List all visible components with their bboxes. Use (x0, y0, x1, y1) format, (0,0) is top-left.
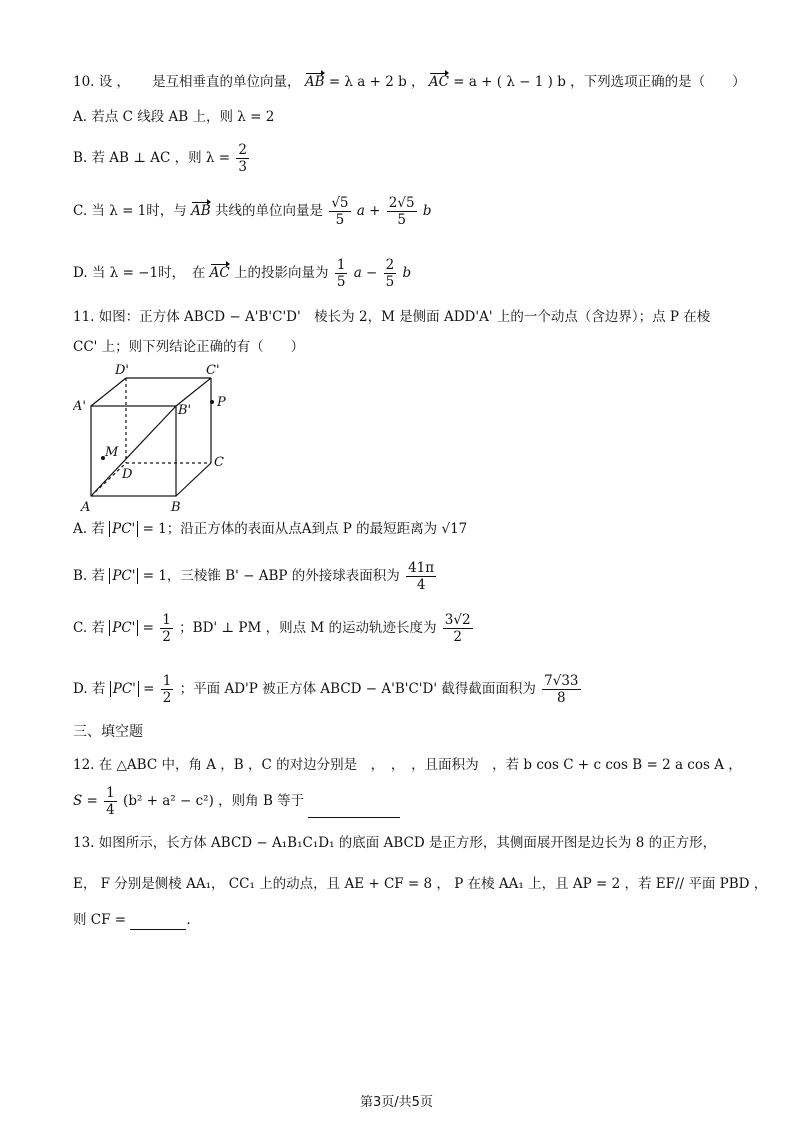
q10-optd-mid: 上的投影向量为 (234, 265, 329, 281)
q10-text: 是互相垂直的单位向量， (152, 74, 301, 90)
label-d1: D' (115, 363, 129, 378)
numerator: 7√33 (544, 673, 579, 689)
vector-ac: AC (209, 265, 230, 281)
q11-option-c (73, 612, 475, 645)
q13-line1: 13. 如图所示，长方体 ABCD − A₁B₁C₁D₁ 的底面 ABCD 是正方形，其侧面展开图是边长为 8 的正方形， (73, 835, 717, 851)
page-footer: 第3页/共5页 (360, 1095, 433, 1110)
q10-option-b (73, 142, 251, 175)
denominator: 3 (238, 159, 247, 175)
q10-eq2: = a + ( λ − 1 ) b ，下列选项正确的是（ ） (453, 74, 746, 90)
fraction (161, 673, 174, 706)
abs-pc: PC' (110, 681, 139, 697)
q10-eq1: = λ a + 2 b ， (328, 74, 425, 90)
q11-optd-pre: D. 若 (73, 681, 106, 697)
equals: = (143, 681, 155, 697)
answer-blank[interactable] (130, 915, 186, 930)
q11-opta-text: = 1；沿正方体的表面从点A到点 P 的最短距离为 √17 (142, 521, 468, 537)
q10-option-c (73, 195, 432, 228)
q10-optd-end: b (402, 265, 412, 281)
q11-opta-pre: A. 若 (73, 521, 105, 537)
fraction (384, 257, 397, 290)
q11-optc-text: ；BD' ⊥ PM ，则点 M 的运动轨迹长度为 (179, 620, 437, 636)
q11-optc-pre: C. 若 (73, 620, 105, 636)
numerator: 41π (408, 560, 435, 576)
vector-ab: AB (191, 203, 211, 219)
q10-optd-minus: a − (353, 265, 378, 281)
numerator: 2√5 (388, 195, 415, 211)
q10-num: 10. 设 ， (73, 74, 131, 90)
q12-line2 (73, 785, 400, 818)
q11-option-b (73, 560, 438, 593)
q10-option-d (73, 257, 411, 290)
fraction (236, 142, 249, 175)
fraction (387, 195, 417, 228)
q11-optb-text: = 1，三棱锥 B' − ABP 的外接球表面积为 (142, 568, 400, 584)
label-a1: A' (73, 399, 86, 414)
q10-optc-end: b (422, 203, 432, 219)
q12-s: S = (73, 793, 98, 809)
fraction (104, 785, 117, 818)
denominator: 8 (557, 690, 566, 706)
denominator: 2 (162, 629, 171, 645)
fraction (335, 257, 348, 290)
q10-optc-text: C. 当 λ = 1时，与 (73, 203, 187, 219)
cube-diagram (73, 358, 243, 518)
equals: = (142, 620, 154, 636)
numerator: √5 (331, 195, 349, 211)
cube-figure (73, 358, 243, 522)
numerator: 3√2 (444, 612, 471, 628)
denominator: 5 (385, 274, 395, 290)
fraction (160, 612, 173, 645)
denominator: 4 (106, 802, 115, 818)
label-b: B (171, 500, 181, 515)
numerator: 1 (336, 257, 346, 273)
q13-line3: 则 CF = . (73, 912, 191, 928)
q10-optb-text: B. 若 AB ⊥ AC ，则 λ = (73, 150, 231, 166)
label-p: P (217, 395, 226, 410)
q11-option-d (73, 673, 583, 706)
label-a: A (81, 500, 91, 515)
fraction (329, 195, 350, 228)
q11-optb-pre: B. 若 (73, 568, 106, 584)
q10-option-a: A. 若点 C 线段 AB 上，则 λ = 2 (73, 109, 275, 125)
label-b1: B' (178, 403, 192, 418)
numerator: 2 (385, 257, 395, 273)
q11-stem-line1: 11. 如图：正方体 ABCD − A'B'C'D' 棱长为 2，M 是侧面 ADD'A' 上的一个动点（含边界）；点 P 在棱 (73, 309, 711, 325)
numerator: 1 (162, 612, 171, 628)
label-m: M (105, 445, 119, 460)
denominator: 5 (336, 274, 346, 290)
abs-pc: PC' (109, 521, 138, 537)
q13-text: 则 CF = (73, 912, 127, 928)
fraction (406, 560, 436, 593)
point-p (210, 400, 214, 404)
numerator: 1 (162, 673, 172, 689)
answer-blank[interactable] (308, 803, 400, 818)
q11-option-a (73, 519, 467, 539)
fraction (542, 673, 580, 706)
vector-ab: AB (304, 74, 325, 90)
q10-optc-mid: 共线的单位向量是 (215, 203, 324, 219)
abs-pc: PC' (109, 620, 138, 636)
numerator: 1 (106, 785, 115, 801)
denominator: 5 (335, 212, 345, 228)
denominator: 2 (162, 690, 172, 706)
q12-text: (b² + a² − c²) ，则角 B 等于 (123, 793, 305, 809)
abs-pc: PC' (109, 568, 138, 584)
label-c: C (214, 455, 224, 470)
denominator: 2 (453, 629, 462, 645)
section-heading: 三、填空题 (73, 724, 143, 740)
label-d: D (122, 467, 133, 482)
label-c1: C' (206, 363, 220, 378)
fraction (443, 612, 473, 645)
numerator: 2 (238, 142, 247, 158)
denominator: 4 (416, 577, 426, 593)
q10-optc-plus: a + (356, 203, 381, 219)
q11-optd-text: ；平面 AD'P 被正方体 ABCD − A'B'C'D' 截得截面面积为 (179, 681, 536, 697)
q10-optd-text: D. 当 λ = −1时， 在 (73, 265, 206, 281)
q10-stem (73, 72, 746, 92)
vector-ac: AC (428, 74, 449, 90)
q12-line1: 12. 在 △ABC 中，角 A ，B ，C 的对边分别是 ， ， ，且面积为 ，若 b cos C + c cos B = 2 a cos A ， (73, 757, 742, 773)
denominator: 5 (397, 212, 406, 228)
q11-stem-line2: CC' 上；则下列结论正确的有（ ） (73, 339, 305, 355)
q13-line2: E， F 分别是侧棱 AA₁， CC₁ 上的动点，且 AE + CF = 8 ， P 在棱 AA₁ 上，且 AP = 2 ，若 EF// 平面 PBD ， (73, 876, 768, 892)
